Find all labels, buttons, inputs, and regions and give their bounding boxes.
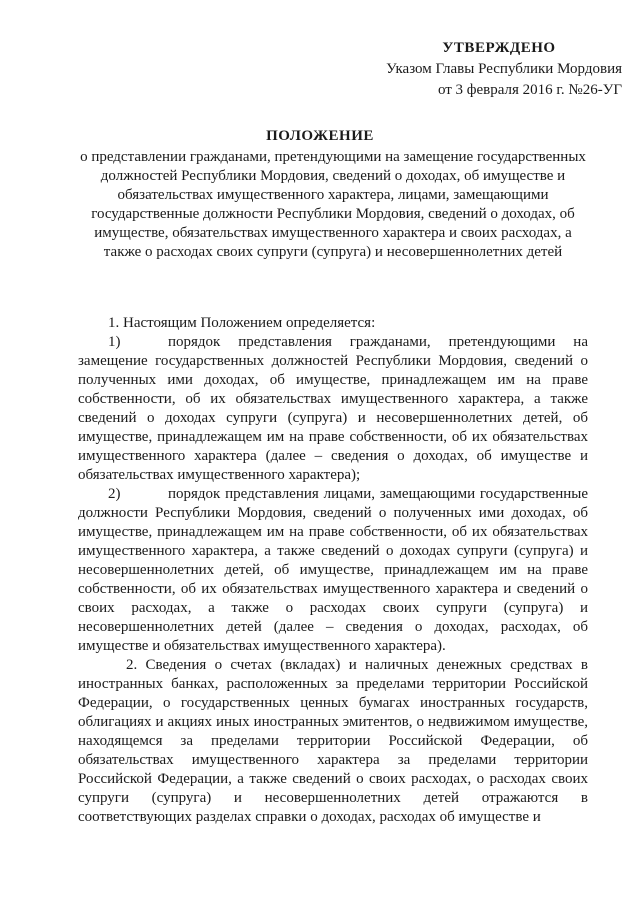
list-item-2-number: 2) <box>108 486 121 502</box>
approval-stamp <box>336 38 622 101</box>
paragraph-1-head: 1. Настоящим Положением определяется: <box>108 315 376 331</box>
approval-date-line: от 3 февраля 2016 г. №26-УГ <box>437 82 622 98</box>
document-title: ПОЛОЖЕНИЕ <box>266 128 374 144</box>
document-body <box>78 314 588 827</box>
list-item-2-text: порядок представления лицами, замещающими государственные должности Республики Мордовия, сведений о полученных ими доходах, об имуществе, принадлежащем им на праве собственности, об их обязательствах имущественного характера, а также сведений о доходах супруги (супруга) и несовершеннолетних детей, об имуществе, принадлежащем им на праве собственности, об их обязательствах имущественного характера и сведений о своих расходах, а также о расходах своих супруги (супруга) и несовершеннолетних детей (далее – сведения о доходах, расходах, об имуществе и обязательствах имущественного характера). <box>78 486 588 654</box>
approval-title: УТВЕРЖДЕНО <box>442 40 556 56</box>
list-item-1-text: порядок представления гражданами, претендующими на замещение государственных должностей Республики Мордовия, сведений о полученных ими доходах, об имуществе, принадлежащем им на праве собственности, об их обязательствах имущественного характера, а также сведений о доходах супруги (супруга) и несовершеннолетних детей, об имуществе, принадлежащем им на праве собственности, об их обязательствах имущественного характера (далее – сведения о доходах, об имуществе и обязательствах имущественного характера); <box>78 334 588 483</box>
document-subtitle: о представлении гражданами, претендующими на замещение государственных должностей Республики Мордовия, сведений о доходах, об имуществе и обязательствах имущественного характера, лицами, замещающими государственные должности Республики Мордовия, сведений о доходах, об имуществе, обязательствах имущественного характера и своих расходах, а также о расходах своих супруги (супруга) и несовершеннолетних детей <box>80 149 586 260</box>
list-item-1 <box>78 333 588 485</box>
paragraph-2: 2. Сведения о счетах (вкладах) и наличных денежных средствах в иностранных банках, расположенных за пределами территории Российской Федерации, о государственных ценных бумагах иностранных государств, облигациях и акциях иных иностранных эмитентов, о недвижимом имуществе, находящемся за пределами территории Российской Федерации, об обязательствах имущественного характера за пределами территории Российской Федерации, а также сведений о своих расходах, о расходах своих супруги (супруга) и несовершеннолетних детей отражаются в соответствующих разделах справки о доходах, расходах об имуществе и <box>78 657 588 825</box>
list-item-2 <box>78 485 588 656</box>
approval-decree-line: Указом Главы Республики Мордовия <box>386 61 622 77</box>
list-item-1-number: 1) <box>108 334 121 350</box>
